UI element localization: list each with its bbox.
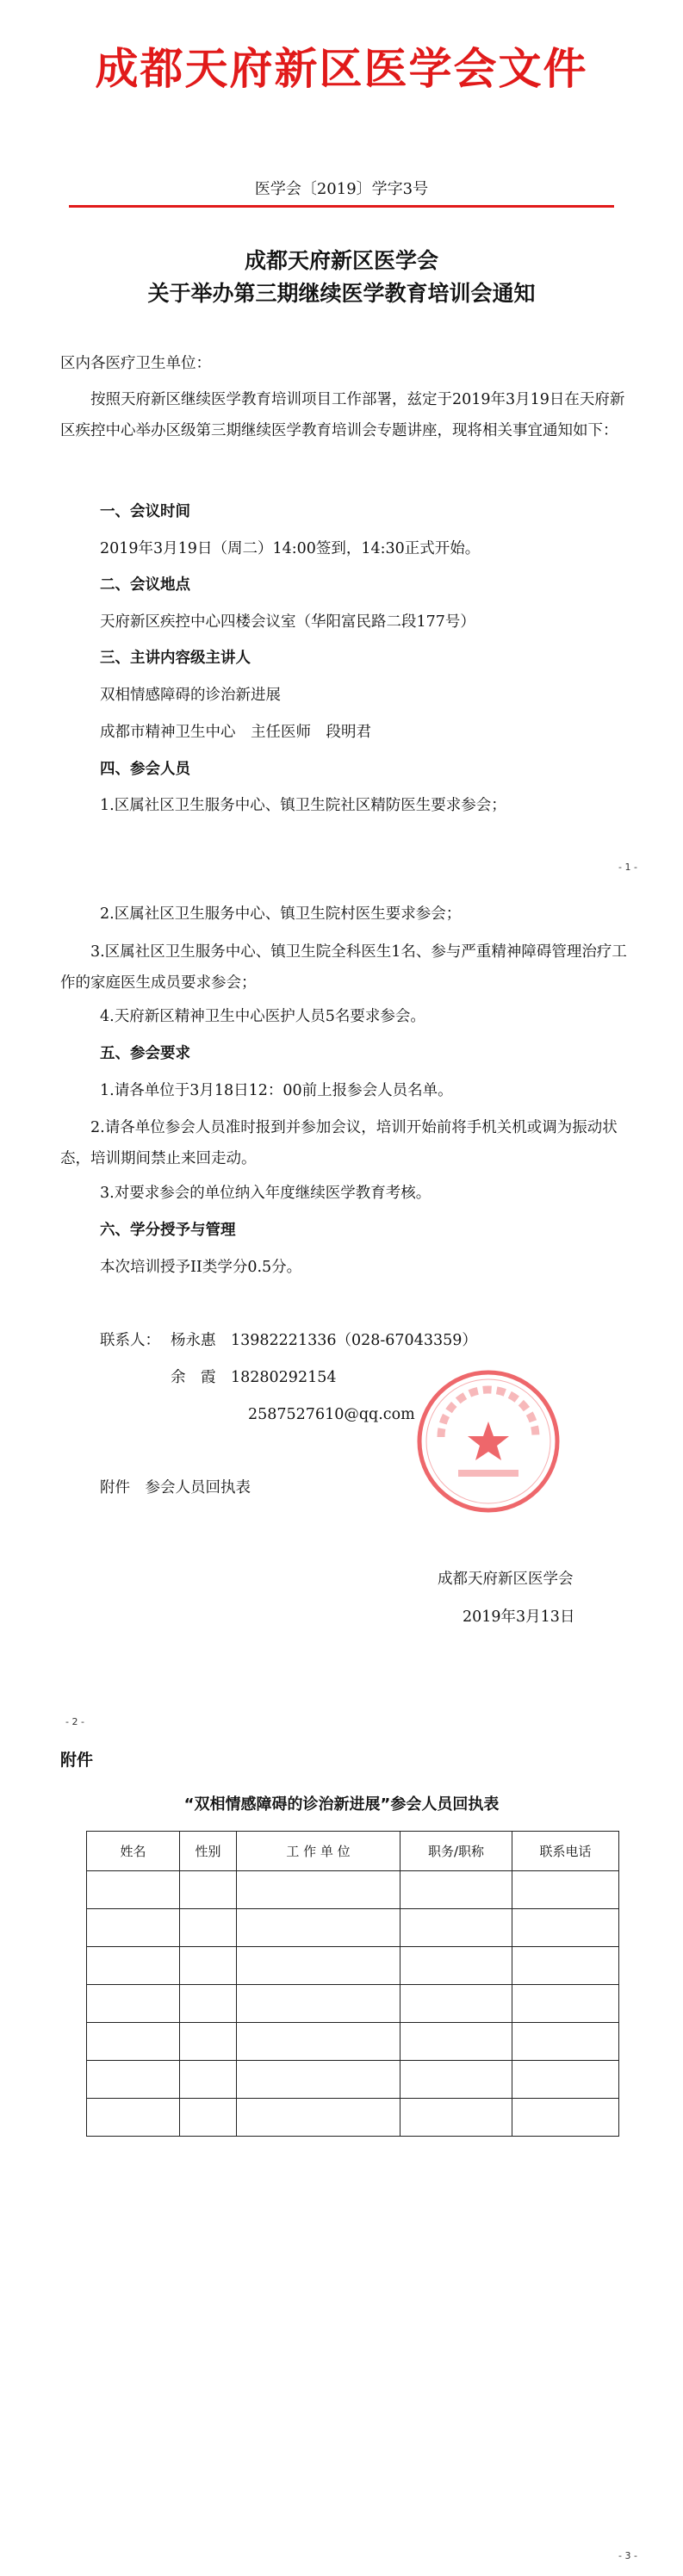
table-cell[interactable] xyxy=(180,2099,237,2137)
section-text-time: 2019年3月19日（周二）14:00签到，14:30正式开始。 xyxy=(100,540,481,557)
table-row xyxy=(87,2061,619,2099)
table-row xyxy=(87,1909,619,1947)
table-cell[interactable] xyxy=(237,1909,400,1947)
table-row xyxy=(87,1947,619,1985)
table-cell[interactable] xyxy=(400,2061,512,2099)
table-cell[interactable] xyxy=(180,1947,237,1985)
header-work-unit: 工 作 单 位 xyxy=(237,1832,400,1871)
table-cell[interactable] xyxy=(180,1985,237,2023)
contact-person-1: 杨永惠 13982221336（028-67043359） xyxy=(171,1332,477,1349)
receipt-table-title: “双相情感障碍的诊治新进展”参会人员回执表 xyxy=(183,1795,500,1814)
table-cell[interactable] xyxy=(87,1909,180,1947)
header-name: 姓名 xyxy=(87,1832,180,1871)
table-cell[interactable] xyxy=(237,1985,400,2023)
table-cell[interactable] xyxy=(512,1871,619,1909)
section-heading-location: 二、会议地点 xyxy=(100,576,190,594)
signature-date: 2019年3月13日 xyxy=(463,1608,575,1626)
page-number-1: - 1 - xyxy=(618,862,637,873)
notice-title-line2: 关于举办第三期继续医学教育培训会通知 xyxy=(147,281,536,306)
table-cell[interactable] xyxy=(400,1947,512,1985)
table-row xyxy=(87,2023,619,2061)
page-number-2: - 2 - xyxy=(65,1716,84,1727)
attendee-item-3: 3.区属社区卫生服务中心、镇卫生院全科医生1名、参与严重精神障碍管理治疗工作的家庭医生成员要求参会； xyxy=(60,943,627,992)
document-number: 医学会〔2019〕学字3号 xyxy=(254,180,429,198)
table-cell[interactable] xyxy=(237,1947,400,1985)
section-text-location: 天府新区疾控中心四楼会议室（华阳富民路二段177号） xyxy=(100,613,475,631)
attendee-item-2: 2.区属社区卫生服务中心、镇卫生院村医生要求参会； xyxy=(100,905,462,923)
table-cell[interactable] xyxy=(512,2099,619,2137)
attendee-item-4: 4.天府新区精神卫生中心医护人员5名要求参会。 xyxy=(100,1008,425,1025)
requirement-item-1: 1.请各单位于3月18日12：00前上报参会人员名单。 xyxy=(100,1082,453,1099)
table-cell[interactable] xyxy=(400,2023,512,2061)
salutation: 区内各医疗卫生单位： xyxy=(60,355,211,372)
table-cell[interactable] xyxy=(400,1985,512,2023)
attendee-item-1: 1.区属社区卫生服务中心、镇卫生院社区精防医生要求参会； xyxy=(100,797,506,814)
lecture-speaker: 成都市精神卫生中心 主任医师 段明君 xyxy=(100,724,371,741)
table-cell[interactable] xyxy=(512,2023,619,2061)
intro-paragraph: 按照天府新区继续医学教育培训项目工作部署，兹定于2019年3月19日在天府新区疾控中心举办区级第三期继续医学教育培训会专题讲座，现将相关事宜通知如下： xyxy=(60,391,625,439)
table-row xyxy=(87,1985,619,2023)
table-cell[interactable] xyxy=(400,1871,512,1909)
table-cell[interactable] xyxy=(180,2023,237,2061)
table-row xyxy=(87,1871,619,1909)
section-heading-speaker: 三、主讲内容级主讲人 xyxy=(100,650,251,667)
annex-label: 附件 xyxy=(60,1751,94,1770)
table-cell[interactable] xyxy=(400,1909,512,1947)
lecture-topic: 双相情感障碍的诊治新进展 xyxy=(100,687,281,704)
contact-label: 联系人： xyxy=(100,1332,160,1349)
table-cell[interactable] xyxy=(87,1871,180,1909)
table-cell[interactable] xyxy=(237,2099,400,2137)
table-cell[interactable] xyxy=(180,2061,237,2099)
contact-email: 2587527610@qq.com xyxy=(248,1406,415,1423)
table-cell[interactable] xyxy=(87,1947,180,1985)
table-row xyxy=(87,2099,619,2137)
table-cell[interactable] xyxy=(400,2099,512,2137)
table-cell[interactable] xyxy=(87,2061,180,2099)
table-cell[interactable] xyxy=(87,2099,180,2137)
notice-title-line1: 成都天府新区医学会 xyxy=(244,248,438,273)
official-seal-icon xyxy=(415,1368,562,1515)
section-heading-credits: 六、学分授予与管理 xyxy=(100,1222,236,1239)
table-cell[interactable] xyxy=(87,1985,180,2023)
letterhead-title: 成都天府新区医学会文件 xyxy=(95,43,588,94)
table-cell[interactable] xyxy=(87,2023,180,2061)
attachment-note: 附件 参会人员回执表 xyxy=(100,1479,251,1496)
requirement-item-3: 3.对要求参会的单位纳入年度继续医学教育考核。 xyxy=(100,1185,432,1202)
section-heading-time: 一、会议时间 xyxy=(100,503,190,520)
header-phone: 联系电话 xyxy=(512,1832,619,1871)
requirement-item-2: 2.请各单位参会人员准时报到并参加会议，培训开始前将手机关机或调为振动状态，培训期间禁止来回走动。 xyxy=(60,1119,618,1167)
page-number-3: - 3 - xyxy=(618,2550,637,2561)
table-cell[interactable] xyxy=(237,1871,400,1909)
table-cell[interactable] xyxy=(512,1947,619,1985)
section-heading-attendees: 四、参会人员 xyxy=(100,761,190,778)
table-cell[interactable] xyxy=(180,1909,237,1947)
header-title: 职务/职称 xyxy=(400,1832,512,1871)
header-gender: 性别 xyxy=(180,1832,237,1871)
section-heading-requirements: 五、参会要求 xyxy=(100,1045,190,1062)
credits-text: 本次培训授予II类学分0.5分。 xyxy=(100,1259,302,1276)
contact-person-2: 余 霞 18280292154 xyxy=(171,1369,337,1386)
table-cell[interactable] xyxy=(180,1871,237,1909)
red-divider-line xyxy=(69,205,614,208)
table-cell[interactable] xyxy=(237,2023,400,2061)
table-cell[interactable] xyxy=(512,1985,619,2023)
table-cell[interactable] xyxy=(512,1909,619,1947)
table-cell[interactable] xyxy=(512,2061,619,2099)
signature-organization: 成都天府新区医学会 xyxy=(438,1571,574,1588)
receipt-table xyxy=(86,1831,619,2137)
table-header-row xyxy=(87,1832,619,1871)
table-cell[interactable] xyxy=(237,2061,400,2099)
